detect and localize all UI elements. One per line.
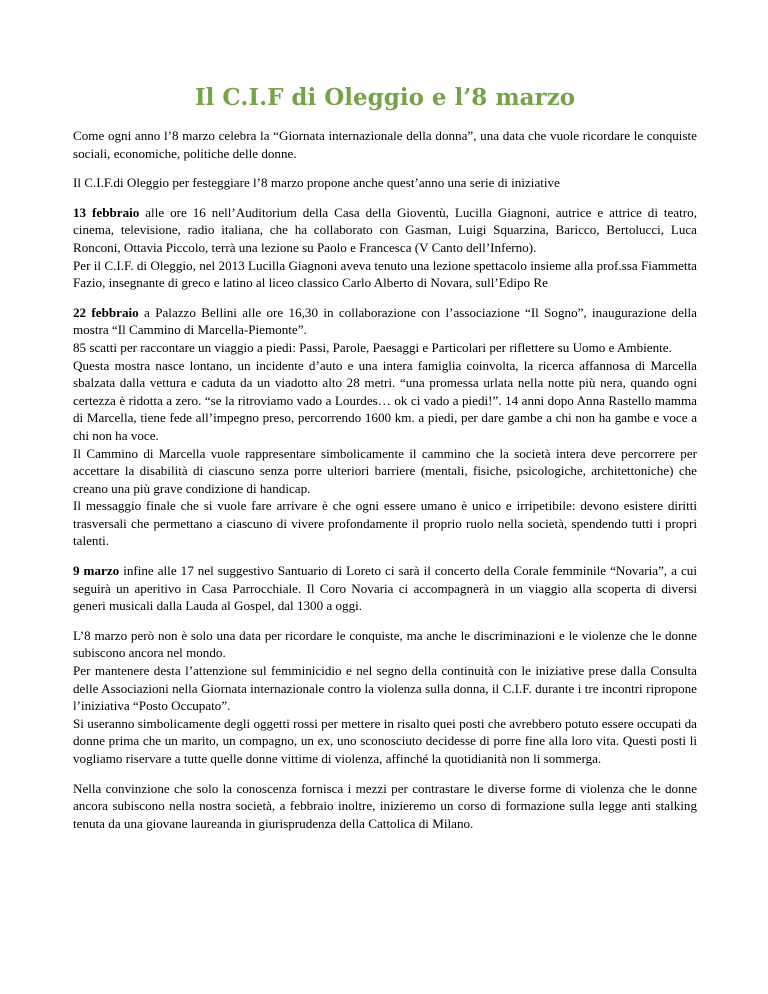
event-note-13-febbraio: Per il C.I.F. di Oleggio, nel 2013 Lucilla Giagnoni aveva tenuto una lezione spettacolo insieme alla prof.ssa Fiammetta Fazio, insegnante di greco e latino al liceo classico Carlo Alberto di Novara, sull’Edipo Re bbox=[73, 257, 697, 291]
event-text-22-febbraio: a Palazzo Bellini alle ore 16,30 in collaborazione con l’associazione “Il Sogno”, inaugurazione della mostra “Il Cammino di Marcella-Piemonte”. bbox=[73, 304, 697, 338]
closing-paragraph: Nella convinzione che solo la conoscenza fornisca i mezzi per contrastare le diverse forme di violenza che le donne ancora subiscono nella nostra società, a febbraio inoltre, inizieremo un corso di formazione sulla legge anti stalking tenuta da una giovane laureanda in giurisprudenza della Cattolica di Milano. bbox=[73, 780, 697, 831]
event-text-9-marzo: infine alle 17 nel suggestivo Santuario di Loreto ci sarà il concerto della Corale femminile “Novaria”, a cui seguirà un aperitivo in Casa Parrocchiale. Il Coro Novaria ci accompagnerà in un viaggio alla scoperta di diversi generi musicali dalla Lauda al Gospel, dal 1300 a oggi. bbox=[73, 563, 697, 614]
event-date-13-febbraio: 13 febbraio bbox=[73, 204, 140, 220]
event-paragraph-22-febbraio bbox=[73, 304, 697, 550]
violence-text-1: L’8 marzo però non è solo una data per ricordare le conquiste, ma anche le discriminazioni e le violenze che le donne subiscono ancora nel mondo. bbox=[73, 627, 697, 661]
event-paragraph-13-febbraio bbox=[73, 204, 697, 292]
page-title: Il C.I.F di Oleggio e l’8 marzo bbox=[194, 84, 576, 111]
violence-text-3: Si useranno simbolicamente degli oggetti rossi per mettere in risalto quei posti che avrebbero potuto essere occupati da donne prima che un marito, un compagno, un ex, uno sconosciuto decidesse di porre fine alla loro vita. Questi posti li vogliamo riservare a tutte quelle donne vittime di violenza, affinché la quotidianità non li sommerga. bbox=[73, 715, 697, 766]
event-paragraph-9-marzo bbox=[73, 562, 697, 615]
exhibition-message: Il messaggio finale che si vuole fare arrivare è che ogni essere umano è unico e irripetibile: devono esistere diritti trasversali che permettano a ciascuno di vivere profondamente il proprio ruolo nella società, spendendo tutti i propri talenti. bbox=[73, 498, 697, 549]
document-page bbox=[73, 84, 697, 844]
exhibition-meaning: Il Cammino di Marcella vuole rappresentare simbolicamente il cammino che la società intera deve percorrere per accettare la disabilità di ciascuno senza porre ulteriori barriere (mentali, fisiche, psicologiche, architettoniche) che creano una più grave condizione di handicap. bbox=[73, 445, 697, 496]
violence-text-2: Per mantenere desta l’attenzione sul femminicidio e nel segno della continuità con le iniziative prese dalla Consulta delle Associazioni nella Giornata internazionale contro la violenza sulla donna, il C.I.F. durante i tre incontri ripropone l’iniziativa “Posto Occupato”. bbox=[73, 663, 697, 714]
intro-paragraph: Come ogni anno l’8 marzo celebra la “Giornata internazionale della donna”, una data che vuole ricordare le conquiste sociali, economiche, politiche delle donne. bbox=[73, 128, 697, 161]
event-date-9-marzo: 9 marzo bbox=[73, 563, 120, 579]
violence-paragraph bbox=[73, 627, 697, 768]
cif-intro-paragraph: Il C.I.F.di Oleggio per festeggiare l’8 marzo propone anche quest’anno una serie di iniziative bbox=[73, 175, 560, 191]
exhibition-description: 85 scatti per raccontare un viaggio a piedi: Passi, Parole, Paesaggi e Particolari per riflettere su Uomo e Ambiente. bbox=[73, 339, 672, 355]
event-text-13-febbraio: alle ore 16 nell’Auditorium della Casa della Gioventù, Lucilla Giagnoni, autrice e attrice di teatro, cinema, televisione, radio italiana, che ha collaborato con Gasman, Luigi Squarzina, Baricco, Bertolucci, Luca Ronconi, Ottavia Piccolo, terrà una lezione su Paolo e Francesca (V Canto dell’Inferno). bbox=[73, 204, 697, 255]
event-date-22-febbraio: 22 febbraio bbox=[73, 304, 139, 320]
exhibition-story: Questa mostra nasce lontano, un incidente d’auto e una intera famiglia coinvolta, la ricerca affannosa di Marcella sbalzata dalla vettura e caduta da un viadotto alto 28 metri. “una promessa urlata nella notte più nera, quando ogni certezza è ridotta a zero. “se la ritroviamo vado a Lourdes… ok ci vado a piedi!”. 14 anni dopo Anna Rastello mamma di Marcella, tiene fede all’impegno preso, percorrendo 1600 km. a piedi, per dare gambe a chi non ha gambe e voce a chi non ha voce. bbox=[73, 357, 697, 443]
